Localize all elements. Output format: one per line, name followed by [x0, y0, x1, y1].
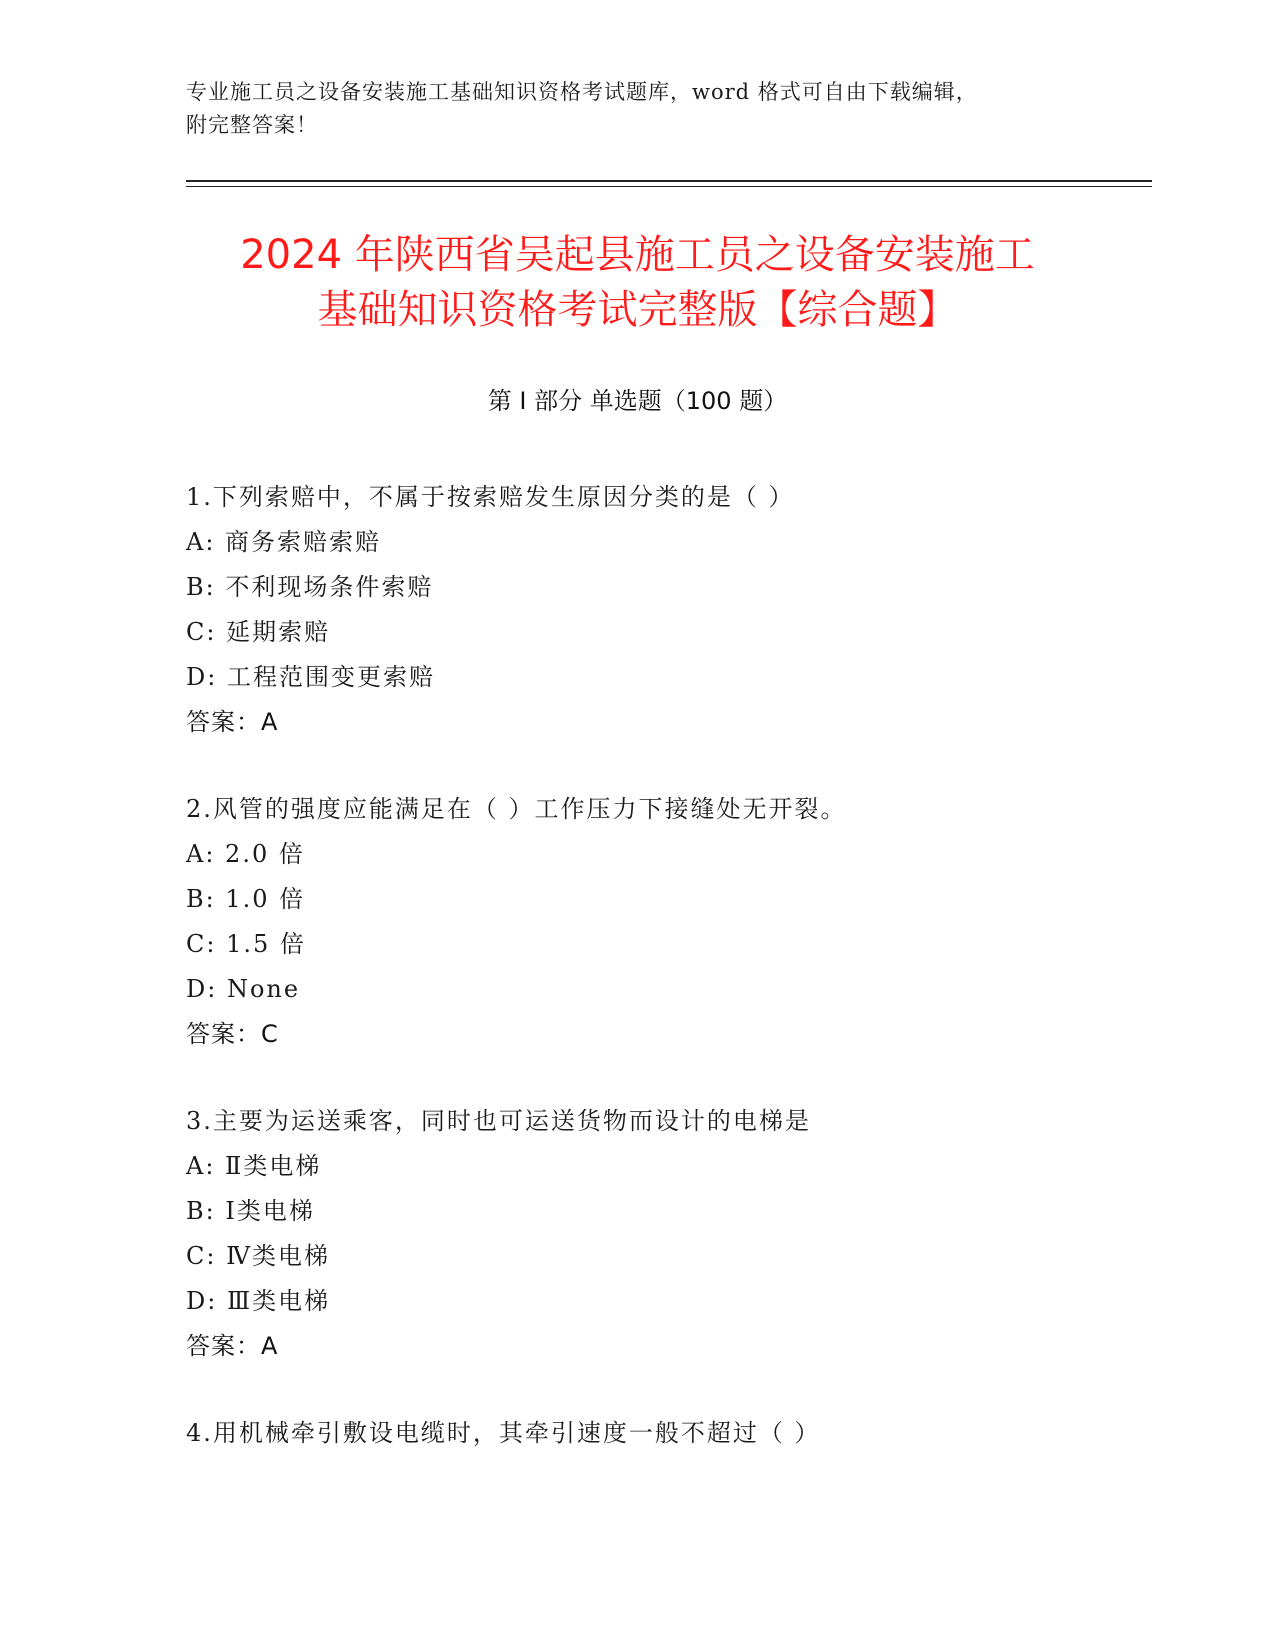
option-a: A: 2.0 倍	[186, 840, 305, 868]
question-2	[186, 787, 1146, 1057]
option-b: B: 1.0 倍	[186, 885, 306, 913]
section-heading: 第 I 部分 单选题（100 题）	[487, 387, 788, 415]
option-d: D: Ⅲ类电梯	[186, 1287, 331, 1315]
option-a: A: 商务索赔索赔	[186, 528, 382, 556]
question-4	[186, 1411, 1146, 1456]
answer: 答案：C	[186, 1020, 279, 1048]
question-1	[186, 475, 1146, 745]
question-text: 3.主要为运送乘客，同时也可运送货物而设计的电梯是	[186, 1107, 811, 1135]
question-3	[186, 1099, 1146, 1369]
question-text: 4.用机械牵引敷设电缆时，其牵引速度一般不超过（ ）	[186, 1419, 821, 1447]
header-rule-thin	[186, 186, 1152, 187]
option-b: B: 不利现场条件索赔	[186, 573, 434, 601]
option-b: B: Ⅰ类电梯	[186, 1197, 315, 1225]
header-note	[186, 76, 1066, 142]
question-text: 1.下列索赔中，不属于按索赔发生原因分类的是（ ）	[186, 483, 795, 511]
option-c: C: 1.5 倍	[186, 930, 306, 958]
header-note-line-2: 附完整答案！	[186, 113, 318, 137]
document-title	[150, 228, 1125, 338]
option-a: A: Ⅱ类电梯	[186, 1152, 322, 1180]
answer: 答案：A	[186, 1332, 279, 1360]
header-rule-thick	[186, 180, 1152, 182]
question-text: 2.风管的强度应能满足在（ ）工作压力下接缝处无开裂。	[186, 795, 847, 823]
option-d: D: 工程范围变更索赔	[186, 663, 435, 691]
header-note-line-1: 专业施工员之设备安装施工基础知识资格考试题库，word 格式可自由下载编辑，	[186, 80, 978, 104]
option-c: C: Ⅳ类电梯	[186, 1242, 331, 1270]
option-d: D: None	[186, 975, 301, 1003]
option-c: C: 延期索赔	[186, 618, 331, 646]
document-title-line-1: 2024 年陕西省吴起县施工员之设备安装施工	[240, 232, 1035, 278]
answer: 答案：A	[186, 708, 279, 736]
question-list	[186, 475, 1146, 1498]
document-title-line-2: 基础知识资格考试完整版【综合题】	[317, 287, 958, 333]
